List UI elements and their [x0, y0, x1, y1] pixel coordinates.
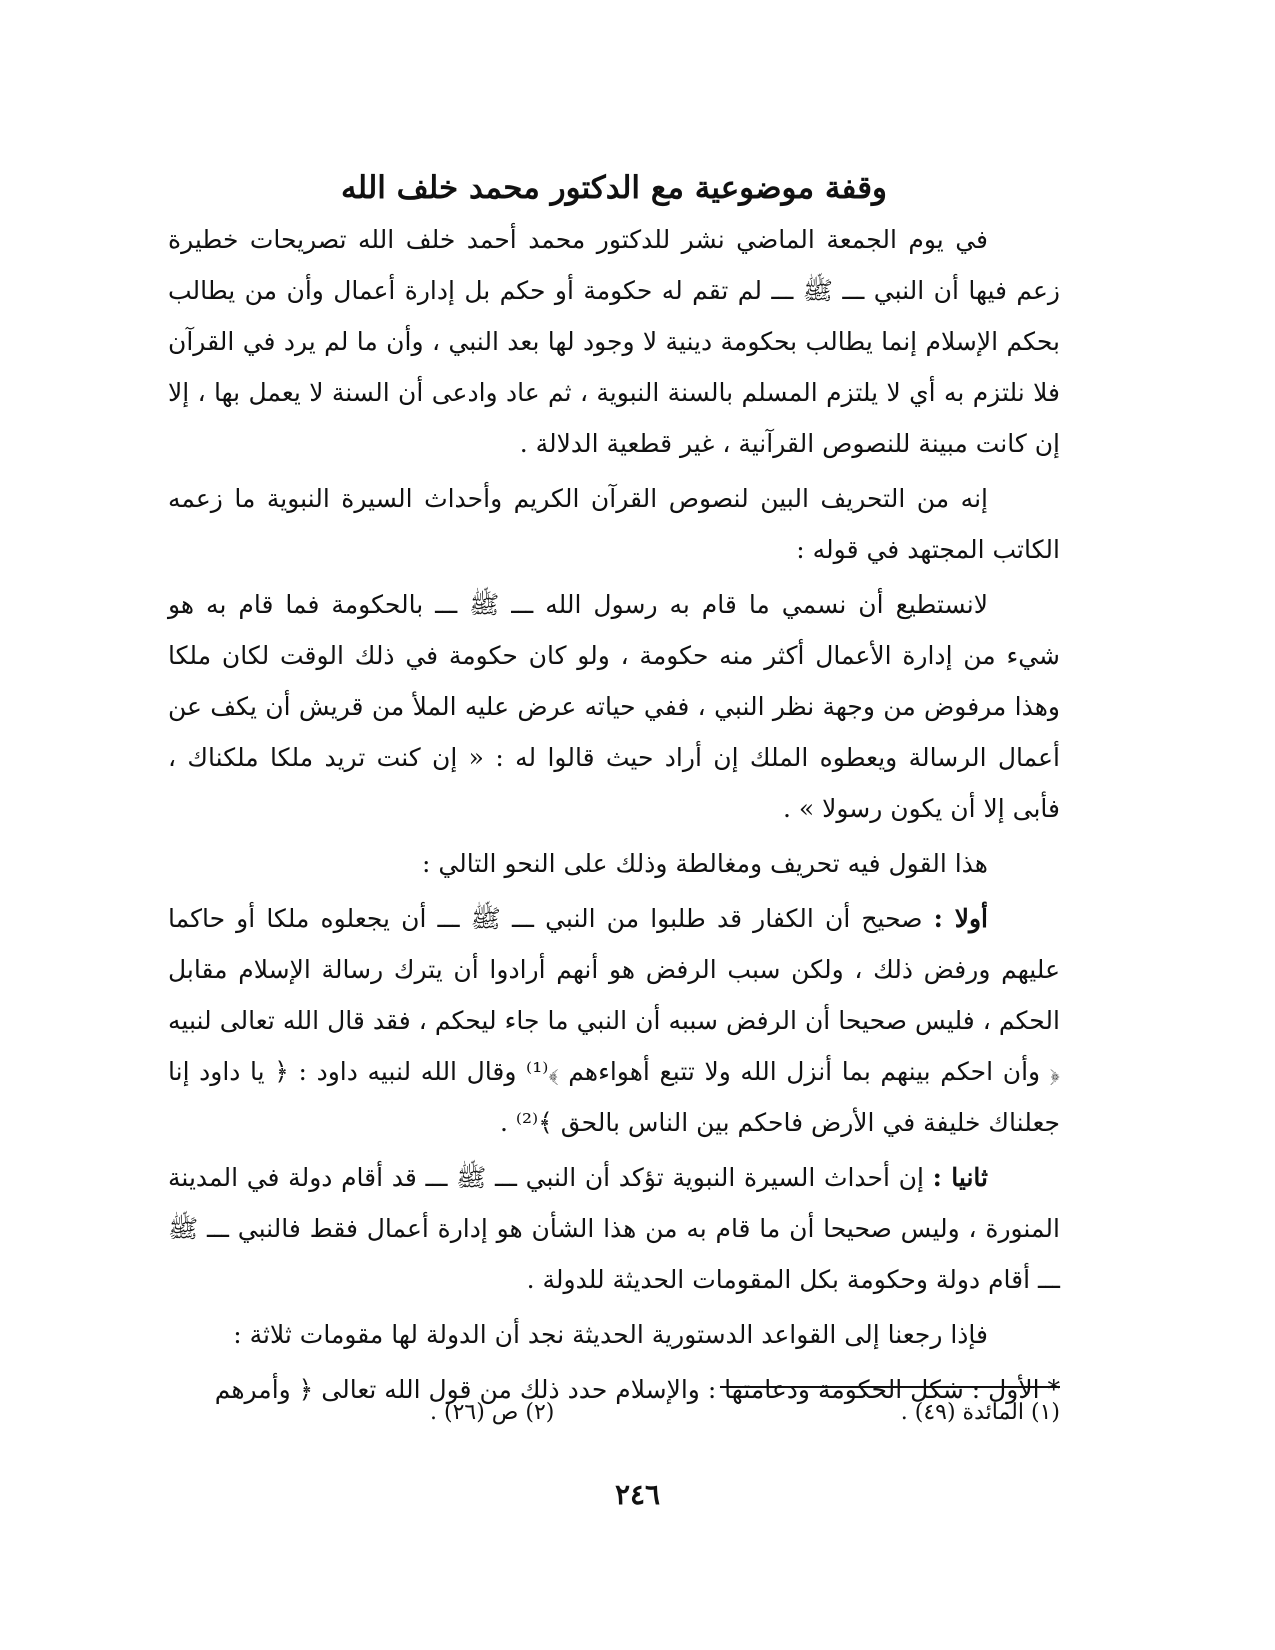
paragraph-text: هذا القول فيه تحريف ومغالطة وذلك على النحو التالي : [421, 849, 988, 878]
footnote-1: (١) المائدة (٤٩) . [900, 1400, 1060, 1425]
paragraph-second-point [168, 1152, 1060, 1305]
paragraph-first-point [168, 893, 1060, 1148]
paragraph-text: * الأول : شكل الحكومة ودعامتها : والإسلام حدد ذلك من قول الله تعالى ﴿ وأمرهم [214, 1375, 1060, 1404]
paragraph-quote [168, 579, 1060, 834]
page-number: ٢٤٦ [614, 1478, 661, 1511]
paragraph-response-intro [168, 838, 1060, 889]
footnote-divider [720, 1386, 1060, 1388]
footnote-2: (٢) ص (٢٦) . [430, 1400, 555, 1425]
paragraph-text: إن أحداث السيرة النبوية تؤكد أن النبي ـــ ﷺ ـــ قد أقام دولة في المدينة المنورة ، وليس صحيحا أن ما قام به من هذا الشأن هو إدارة أعمال فقط فالنبي ـــ ﷺ ـــ أقام دولة وحكومة بكل المقومات الحديثة للدولة . [168, 1163, 1060, 1294]
footnotes [430, 1398, 1060, 1428]
paragraph-distortion [168, 473, 1060, 575]
paragraph-constitutional [168, 1309, 1060, 1360]
paragraph-text: في يوم الجمعة الماضي نشر للدكتور محمد أحمد خلف الله تصريحات خطيرة زعم فيها أن النبي ـــ ﷺ ـــ لم تقم له حكومة أو حكم بل إدارة أعمال وأن من يطالب بحكم الإسلام إنما يطالب بحكومة دينية لا وجود لها بعد النبي ، وأن ما لم يرد في القرآن فلا نلتزم به أي لا يلتزم المسلم بالسنة النبوية ، ثم عاد وادعى أن السنة لا يعمل بها ، إلا إن كانت مبينة للنصوص القرآنية ، غير قطعية الدلالة . [168, 225, 1060, 458]
paragraph-intro [168, 214, 1060, 469]
paragraph-text: لانستطيع أن نسمي ما قام به رسول الله ـــ ﷺ ـــ بالحكومة فما قام به هو شيء من إدارة الأعمال أكثر منه حكومة ، ولو كان حكومة في ذلك الوقت لكان ملكا وهذا مرفوض من وجهة نظر النبي ، ففي حياته عرض عليه الملأ من قريش أن يكف عن أعمال الرسالة ويعطوه الملك إن أراد حيث قالوا له : « إن كنت تريد ملكا ملكناك ، فأبى إلا أن يكون رسولا » . [168, 590, 1060, 823]
paragraph-lead: أولا : [933, 904, 988, 933]
paragraph-text: إنه من التحريف البين لنصوص القرآن الكريم وأحداث السيرة النبوية ما زعمه الكاتب المجتهد في قوله : [168, 484, 1060, 564]
paragraph-text: فإذا رجعنا إلى القواعد الدستورية الحديثة نجد أن الدولة لها مقومات ثلاثة : [233, 1320, 988, 1349]
page-body [168, 168, 1060, 1419]
page-title: وقفة موضوعية مع الدكتور محمد خلف الله [340, 170, 888, 206]
paragraph-text: صحيح أن الكفار قد طلبوا من النبي ـــ ﷺ ـــ أن يجعلوه ملكا أو حاكما عليهم ورفض ذلك ، ولكن سبب الرفض هو أنهم أرادوا أن يترك رسالة الإسلام مقابل الحكم ، فليس صحيحا أن الرفض سببه أن النبي ما جاء ليحكم ، فقد قال الله تعالى لنبيه ﴿ وأن احكم بينهم بما أنزل الله ولا تتبع أهواءهم ﴾⁽¹⁾ وقال الله لنبيه داود : ﴿ يا داود إنا جعلناك خليفة في الأرض فاحكم بين الناس بالحق ﴾⁽²⁾ . [168, 904, 1060, 1137]
paragraph-lead: ثانيا : [932, 1163, 988, 1192]
